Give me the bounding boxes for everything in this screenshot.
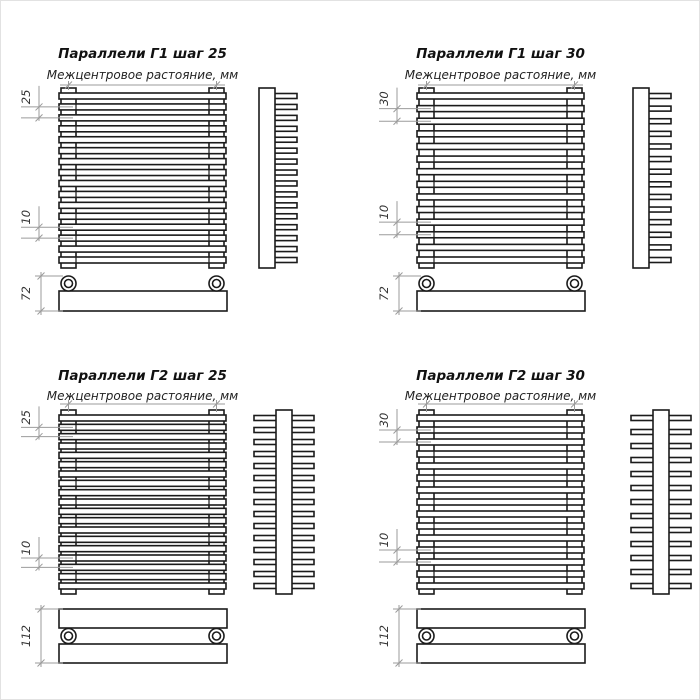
step-dim-label: 25 [19,410,33,425]
bottom-view [19,605,227,667]
panel-g2-step25 [19,368,314,667]
radiator-technical-drawing [1,1,700,700]
panel-title: Параллели Г1 шаг 30 [416,46,585,62]
panel-g2-step30 [377,368,691,667]
center-distance-caption: Межцентровое растояние, мм [404,68,597,82]
depth-dim-label: 112 [19,625,33,647]
bottom-view [377,272,585,315]
step-dim-label: 30 [377,412,391,428]
depth-dim-label: 72 [377,286,391,301]
gap-dim-label: 10 [377,204,391,220]
panel-g1-step30 [377,46,671,315]
center-distance-caption: Межцентровое растояние, мм [46,389,239,403]
depth-dim-label: 112 [377,625,391,647]
side-view [254,410,314,594]
panel-title: Параллели Г2 шаг 30 [416,368,585,384]
step-dim-label: 30 [377,91,391,106]
panel-g1-step25 [19,46,297,315]
panel-title: Параллели Г2 шаг 25 [58,368,227,384]
front-view [417,88,584,268]
side-view [633,88,671,268]
gap-dim-label: 10 [19,540,33,556]
gap-dim-label: 10 [19,209,33,225]
bottom-view [19,272,227,315]
bottom-view [377,605,585,667]
panel-title: Параллели Г1 шаг 25 [58,46,227,62]
center-distance-caption: Межцентровое растояние, мм [404,389,597,403]
side-view [259,88,297,268]
step-dim-label: 25 [19,89,33,105]
center-distance-caption: Межцентровое растояние, мм [46,68,239,82]
depth-dim-label: 72 [19,286,33,301]
side-view [631,410,691,594]
front-view [417,410,584,594]
front-view [59,410,226,594]
front-view [59,88,226,268]
gap-dim-label: 10 [377,532,391,548]
